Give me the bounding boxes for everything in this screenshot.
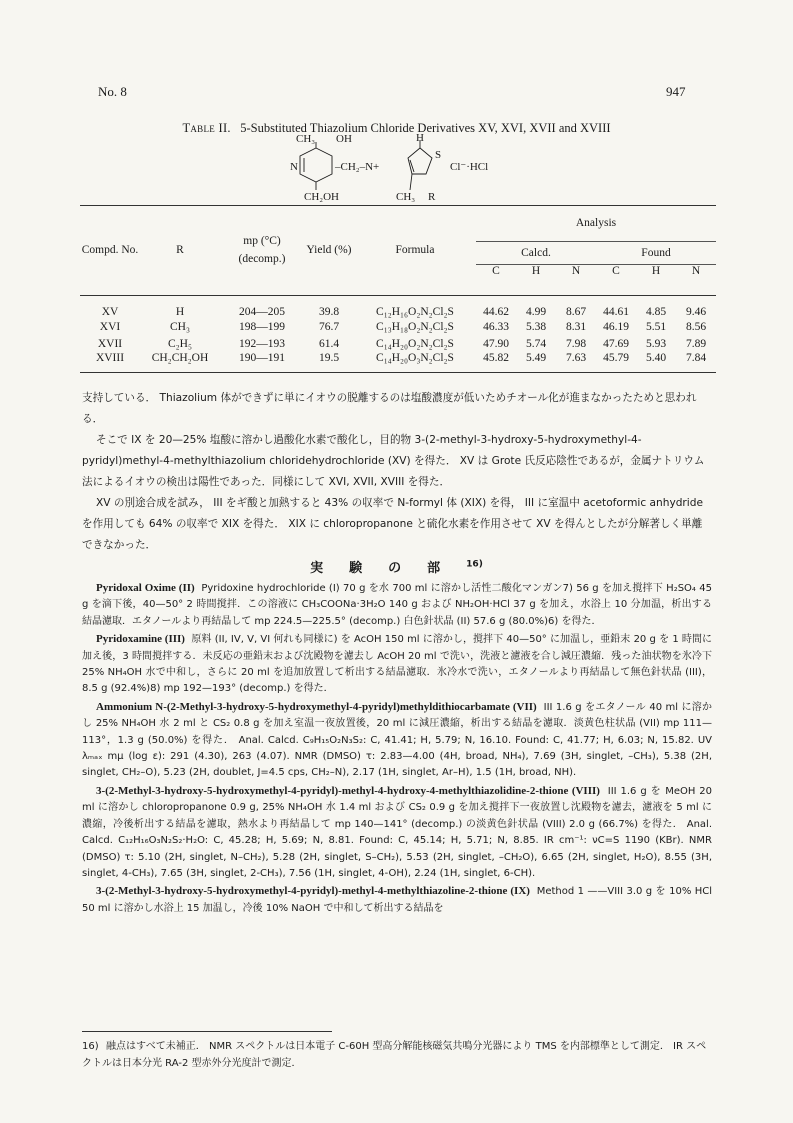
structure-ch2oh: CH₂OH [304,191,340,203]
header-mp-label: mp (°C) [243,235,281,247]
experimental-entry-title: Pyridoxamine (III) [96,633,185,646]
footnote [82,1038,712,1072]
section-title-text: 実験の部 [310,561,467,576]
cell-found-h: 5.51 [645,320,667,333]
cell-calc-h: 5.49 [525,352,547,364]
header-compd: Compd. No. [81,244,139,256]
experimental-entry-text: Method 1 ——VIII 3.0 g を 10% HCl 50 ml に溶かし水浴上 15 加温し，冷後 10% NaOH で中和して析出する結晶を [82,886,712,914]
header-calcd: Calcd. [476,242,596,265]
cell-compd: XVI [99,320,121,333]
experimental-entry [82,580,712,630]
cell-calc-c: 46.33 [483,320,509,333]
header-r: R [176,244,184,256]
cell-found-c: 44.61 [603,306,629,318]
footnote-text: 融点はすべて未補正． NMR スペクトルは日本電子 C-60H 型高分解能核磁気共鳴分光器により TMS を内部標準として測定． IR スペクトルは日本分光 RA-2 型赤外分光度計で測定． [82,1041,707,1069]
header-found: Found [596,242,716,265]
header-found-c: C [612,265,620,277]
cell-r: H [175,306,185,318]
structure-counter-ion: Cl⁻·HCl [450,161,489,173]
structure-ch3-bottom: CH₃ [396,191,416,203]
cell-calc-h: 5.38 [525,320,547,333]
structure-oh: OH [336,134,352,145]
header-formula: Formula [395,244,435,256]
cell-calc-c: 45.82 [483,352,509,364]
cell-compd: XV [101,306,119,318]
cell-found-h: 4.85 [645,306,667,318]
cell-mp: 204—205 [239,306,285,318]
discussion-paragraph: 支持している． Thiazolium 体ができずに単にイオウの脱離するのは塩酸濃度が低いためチオール化が進まなかったためと思われる． [82,392,697,425]
cell-calc-h: 4.99 [525,306,547,318]
cell-mp: 198—199 [239,320,285,333]
cell-formula: C₁₃H₁₈O₂N₂Cl₂S [376,320,454,333]
cell-found-c: 47.69 [603,337,629,350]
cell-r: C₂H₅ [168,337,192,350]
cell-found-n: 7.84 [685,352,707,364]
discussion-paragraph: そこで IX を 20—25% 塩酸に溶かし過酸化水素で酸化し，目的物 3-(2-methyl-3-hydroxy-5-hydroxymethyl-4-pyridyl)methyl-4-methylthiazolium chloridehydrochloride (XV) を得た． XV は Grote 氏反応陰性であるが，金属ナトリウム法によるイオウの検出は陽性であった．同様にして XVI, XVII, XVIII を得た． [82,434,705,488]
experimental-section [82,580,712,918]
table-row [80,335,716,352]
cell-calc-c: 44.62 [483,306,509,318]
structure-r: R [428,191,436,203]
cell-formula: C₁₄H₂₀O₃N₂Cl₂S [376,352,454,364]
cell-r: CH₃ [170,320,190,333]
cell-found-h: 5.93 [645,337,667,350]
header-calc-h: H [531,265,541,277]
experimental-entry-text: III 1.6 g をエタノール 40 ml に溶かし 25% NH₄OH 水 2 ml と CS₂ 0.8 g を加え室温一夜放置後，20 ml に減圧濃縮，析出する結晶を濾取．淡黄色柱状晶 (VII) mp 111—113°，1.3 g (50.0%) を得た． Anal. Calcd. C₉H₁₅O₂N₃S₂: C, 41.41; H, 5.79; N, 16.10. Found: C, 41.77; H, 6.03; N, 15.82. UV λₘₐₓ mμ (log ε): 291 (4.30), 263 (4.07). NMR (DMSO) τ: 2.83—4.00 (4H, broad, NH₄), 7.69 (3H, singlet, –CH₃), 5.38 (2H, singlet, CH₂–O), 5.23 (2H, doublet, J=4.5 cps, CH₂–N), 2.17 (1H, singlet, Ar–H), 1.5 (1H, broad, NH). [82,701,713,779]
structure-linker: –CH₂–N+ [335,161,380,173]
structure-h: H [416,134,424,144]
header-mp [220,205,304,296]
footnote-rule [82,1031,332,1032]
experimental-entry-title: Pyridoxal Oxime (II) [96,582,195,594]
cell-yield: 19.5 [318,352,340,364]
experimental-entry-text: III 1.6 g を MeOH 20 ml に溶かし chloropropanone 0.9 g, 25% NH₄OH 水 1.4 ml および CS₂ 0.9 g を加え撹拌下一夜放置し沈殿物を濾去，濾液を 5 ml に濃縮，冷後析出する結晶を濾取，熱水より再結晶して mp 140—141° (decomp.) の淡黄色針状晶 (VIII) 2.0 g (66.7%) を得た． Anal. Calcd. C₁₂H₁₆O₃N₂S₂·H₂O: C, 45.28; H, 5.69; N, 8.81. Found: C, 45.14; H, 5.71; N, 8.85. IR cm⁻¹: νC=S 1190 (KBr). NMR (DMSO) τ: 5.10 (2H, singlet, N–CH₂), 5.28 (2H, singlet, S–CH₂), 5.53 (2H, singlet, –CH₂O), 6.65 (2H, singlet, H₂O), 8.55 (3H, singlet, 4-CH₃), 7.65 (3H, singlet, 2-CH₃), 7.56 (1H, singlet, 4-OH), 2.24 (1H, singlet, 6-CH). [82,785,713,879]
header-decomp: (decomp.) [238,253,286,265]
table-row [80,352,716,373]
experimental-entry-text: Pyridoxine hydrochloride (I) 70 g を水 700 ml に溶かし活性二酸化マンガン7) 56 g を加え撹拌下 H₂SO₄ 45 g を滴下後，40—50° 2 時間撹拌．この溶液に CH₃COONa·3H₂O 140 g および NH₂OH·HCl 37 g を加え，水浴上 10 分加温，析出する結晶濾取．エタノールより再結晶して mp 224.5—225.5° (decomp.) 白色針状晶 (II) 57.6 g (80.0%)6) を得た． [82,583,712,627]
page-number: 947 [666,84,686,99]
experimental-entry-title: Ammonium N-(2-Methyl-3-hydroxy-5-hydroxymethyl-4-pyridyl)methyldithiocarbamate (VII) [96,700,537,713]
experimental-entry-title: 3-(2-Methyl-3-hydroxy-5-hydroxymethyl-4-pyridyl)-methyl-4-hydroxy-4-methylthiazolidine-2-thione (VIII) [96,784,600,797]
discussion-text [82,388,712,556]
cell-calc-n: 7.63 [565,352,587,364]
cell-yield: 61.4 [318,337,340,350]
section-title-ref: 16) [466,559,483,570]
table-row [80,318,716,335]
cell-found-n: 8.56 [685,320,707,333]
cell-found-n: 7.89 [685,337,707,350]
cell-mp: 190—191 [239,352,285,364]
structure-n-ring: N [290,161,298,173]
header-yield: Yield (%) [306,244,352,256]
header-found-h: H [651,265,661,277]
experimental-entry-title: 3-(2-Methyl-3-hydroxy-5-hydroxymethyl-4-pyridyl)-methyl-4-methylthiazoline-2-thione (IX) [96,885,530,898]
structure-s: S [435,149,442,161]
experimental-entry [82,631,712,698]
cell-yield: 39.8 [318,306,340,318]
thiazolium-structure-diagram [280,134,510,204]
header-analysis: Analysis [476,205,716,242]
journal-issue: No. 8 [98,84,127,99]
cell-r: CH₂CH₂OH [151,352,209,364]
cell-found-h: 5.40 [645,352,667,364]
experimental-entry [82,699,712,782]
cell-calc-c: 47.90 [483,337,509,350]
cell-calc-h: 5.74 [525,337,547,350]
experimental-entry [82,783,712,882]
cell-yield: 76.7 [318,320,340,333]
structure-ch3-top: CH₃ [296,134,316,145]
cell-found-c: 46.19 [603,320,629,333]
header-found-n: N [691,265,701,277]
cell-mp: 192—193 [239,337,285,350]
cell-calc-n: 8.67 [565,306,587,318]
experimental-entry-text: 原料 (II, IV, V, VI 何れも同様に) を AcOH 150 ml に溶かし，撹拌下 40—50° に加温し，亜鉛末 20 g を 1 時間に加え後，3 時間撹拌する．未反応の亜鉛末および沈殿物を濾去し AcOH 20 ml で洗い，洗液と濾液を合し減圧濃縮．残った油状物を氷冷下 25% NH₄OH 水で中和し，さらに 20 ml を追加放置して析出する結晶濾取．氷冷水で洗い，エタノールより再結晶して無色針状晶 (III)，8.5 g (92.4%)8) mp 192—193° (decomp.) を得た． [82,634,713,695]
header-calc-n: N [571,265,581,277]
section-title [0,557,793,576]
discussion-paragraph: XV の別途合成を試み， III をギ酸と加熱すると 43% の収率で N-formyl 体 (XIX) を得， III に室温中 acetoformic anhydride を作用しても 64% の収率で XIX を得た． XIX に chloropropanone と硫化水素を作用させて XV を得んとしたが分解著しく単離できなかった． [82,497,703,551]
header-calc-c: C [492,265,500,277]
table-caption-label: Table II. [182,121,231,135]
cell-found-c: 45.79 [603,352,629,364]
cell-compd: XVII [97,337,123,350]
cell-found-n: 9.46 [685,306,707,318]
cell-calc-n: 8.31 [565,320,587,333]
thiazolium-data-table [80,205,716,373]
cell-compd: XVIII [95,352,125,364]
cell-calc-n: 7.98 [565,337,587,350]
table-caption-text: 5-Substituted Thiazolium Chloride Derivatives XV, XVI, XVII and XVIII [240,121,611,135]
experimental-entry [82,883,712,917]
cell-formula: C₁₄H₂₀O₂N₂Cl₂S [376,337,454,350]
table-row [80,296,716,319]
cell-formula: C₁₂H₁₆O₂N₂Cl₂S [376,306,454,318]
footnote-number: 16) [82,1041,99,1052]
